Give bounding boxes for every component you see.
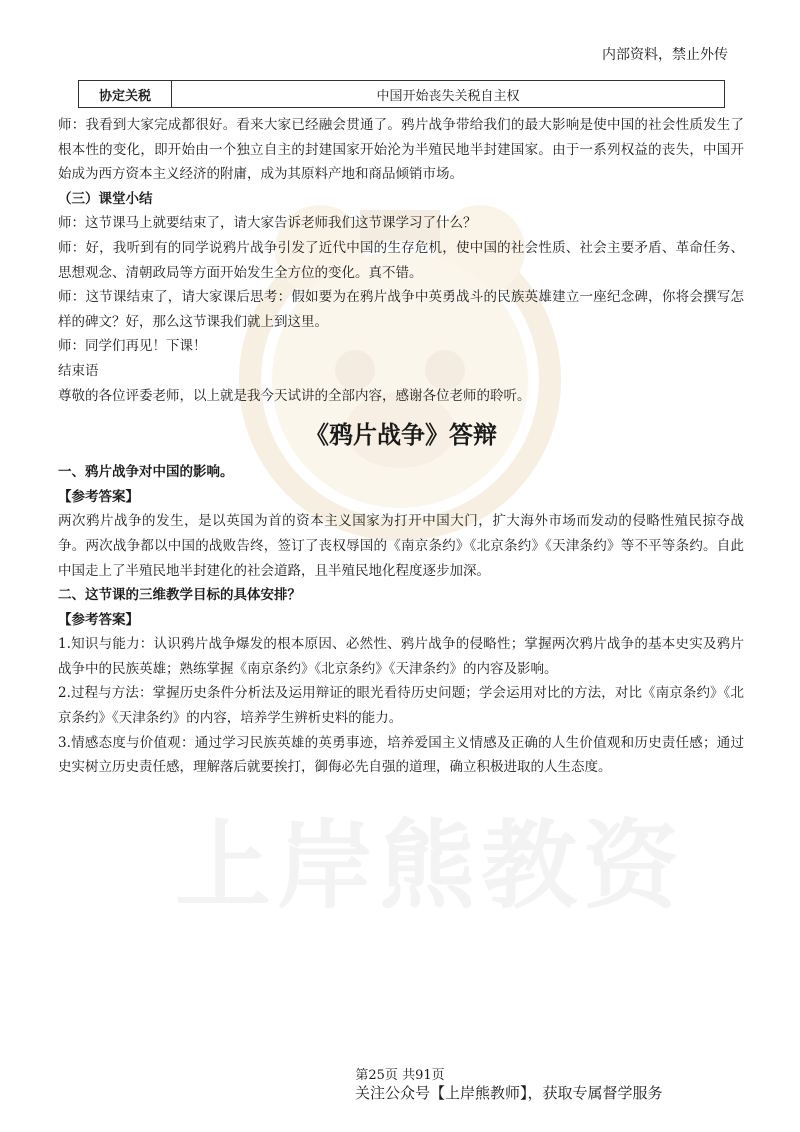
answer-paragraph: 1.知识与能力：认识鸦片战争爆发的根本原因、必然性、鸦片战争的侵略性；掌握两次鸦片战争的基本史实及鸦片战争中的民族英雄；熟练掌握《南京条约》《北京条约》《天津条约》的内容及影响。 <box>58 636 744 677</box>
section-title: 《鸦片战争》答辩 <box>305 420 497 450</box>
watermark-text: 上岸熊教资 <box>175 810 685 922</box>
paragraph: 师：同学们再见！下课！ <box>58 338 207 355</box>
answer-paragraph: 两次鸦片战争的发生，是以英国为首的资本主义国家为打开中国大门，扩大海外市场而发动的侵略性殖民掠夺战争。两次战争都以中国的战败告终，签订了丧权辱国的《南京条约》《北京条约》《天津条约》等不平等条约。自此中国走上了半殖民地半封建化的社会道路，且半殖民地化程度逐步加深。 <box>58 513 744 579</box>
paragraph: 师：我看到大家完成都很好。看来大家已经融会贯通了。鸦片战争带给我们的最大影响是使中国的社会性质发生了根本性的变化，即开始由一个独立自主的封建国家开始沦为半殖民地半封建国家。由于一系列权益的丧失，中国开始成为西方资本主义经济的附庸，成为其原料产地和商品倾销市场。 <box>58 117 744 183</box>
table-key-cell: 协定关税 <box>79 81 172 107</box>
paragraph: 师：这节课马上就要结束了，请大家告诉老师我们这节课学习了什么？ <box>58 215 477 232</box>
question-heading: 一、鸦片战争对中国的影响。 <box>58 464 234 481</box>
question-heading: 二、这节课的三维教学目标的具体安排？ <box>58 587 301 604</box>
paragraph: 师：好，我听到有的同学说鸦片战争引发了近代中国的生存危机，使中国的社会性质、社会主要矛盾、革命任务、思想观念、清朝政局等方面开始发生全方位的变化。真不错。 <box>58 239 744 281</box>
paragraph: 尊敬的各位评委老师，以上就是我今天试讲的全部内容，感谢各位老师的聆听。 <box>58 387 531 404</box>
answer-paragraph: 2.过程与方法：掌握历史条件分析法及运用辩证的眼光看待历史问题；学会运用对比的方法，对比《南京条约》《北京条约》《天津条约》的内容，培养学生辨析史料的能力。 <box>58 685 744 727</box>
table-value-cell: 中国开始丧失关税自主权 <box>376 88 520 104</box>
agreement-table-row <box>78 80 725 108</box>
answer-label: 【参考答案】 <box>58 611 139 628</box>
subheading-summary: （三）课堂小结 <box>58 190 153 207</box>
confidential-note: 内部资料，禁止外传 <box>602 47 728 63</box>
page-number: 第25页 共91页 <box>355 1068 445 1083</box>
answer-paragraph: 3.情感态度与价值观：通过学习民族英雄的英勇事迹，培养爱国主义情感及正确的人生价值观和历史责任感；通过史实树立历史责任感，理解落后就要挨打，御侮必先自强的道理，确立积极进取的人生态度。 <box>58 734 744 776</box>
paragraph: 师：这节课结束了，请大家课后思考：假如要为在鸦片战争中英勇战斗的民族英雄建立一座纪念碑，你将会撰写怎样的碑文？好，那么这节课我们就上到这里。 <box>58 289 744 330</box>
answer-label: 【参考答案】 <box>58 488 139 505</box>
footer-promo: 关注公众号【上岸熊教师】，获取专属督学服务 <box>355 1084 663 1102</box>
document-body <box>58 113 744 780</box>
paragraph: 结束语 <box>58 362 99 379</box>
